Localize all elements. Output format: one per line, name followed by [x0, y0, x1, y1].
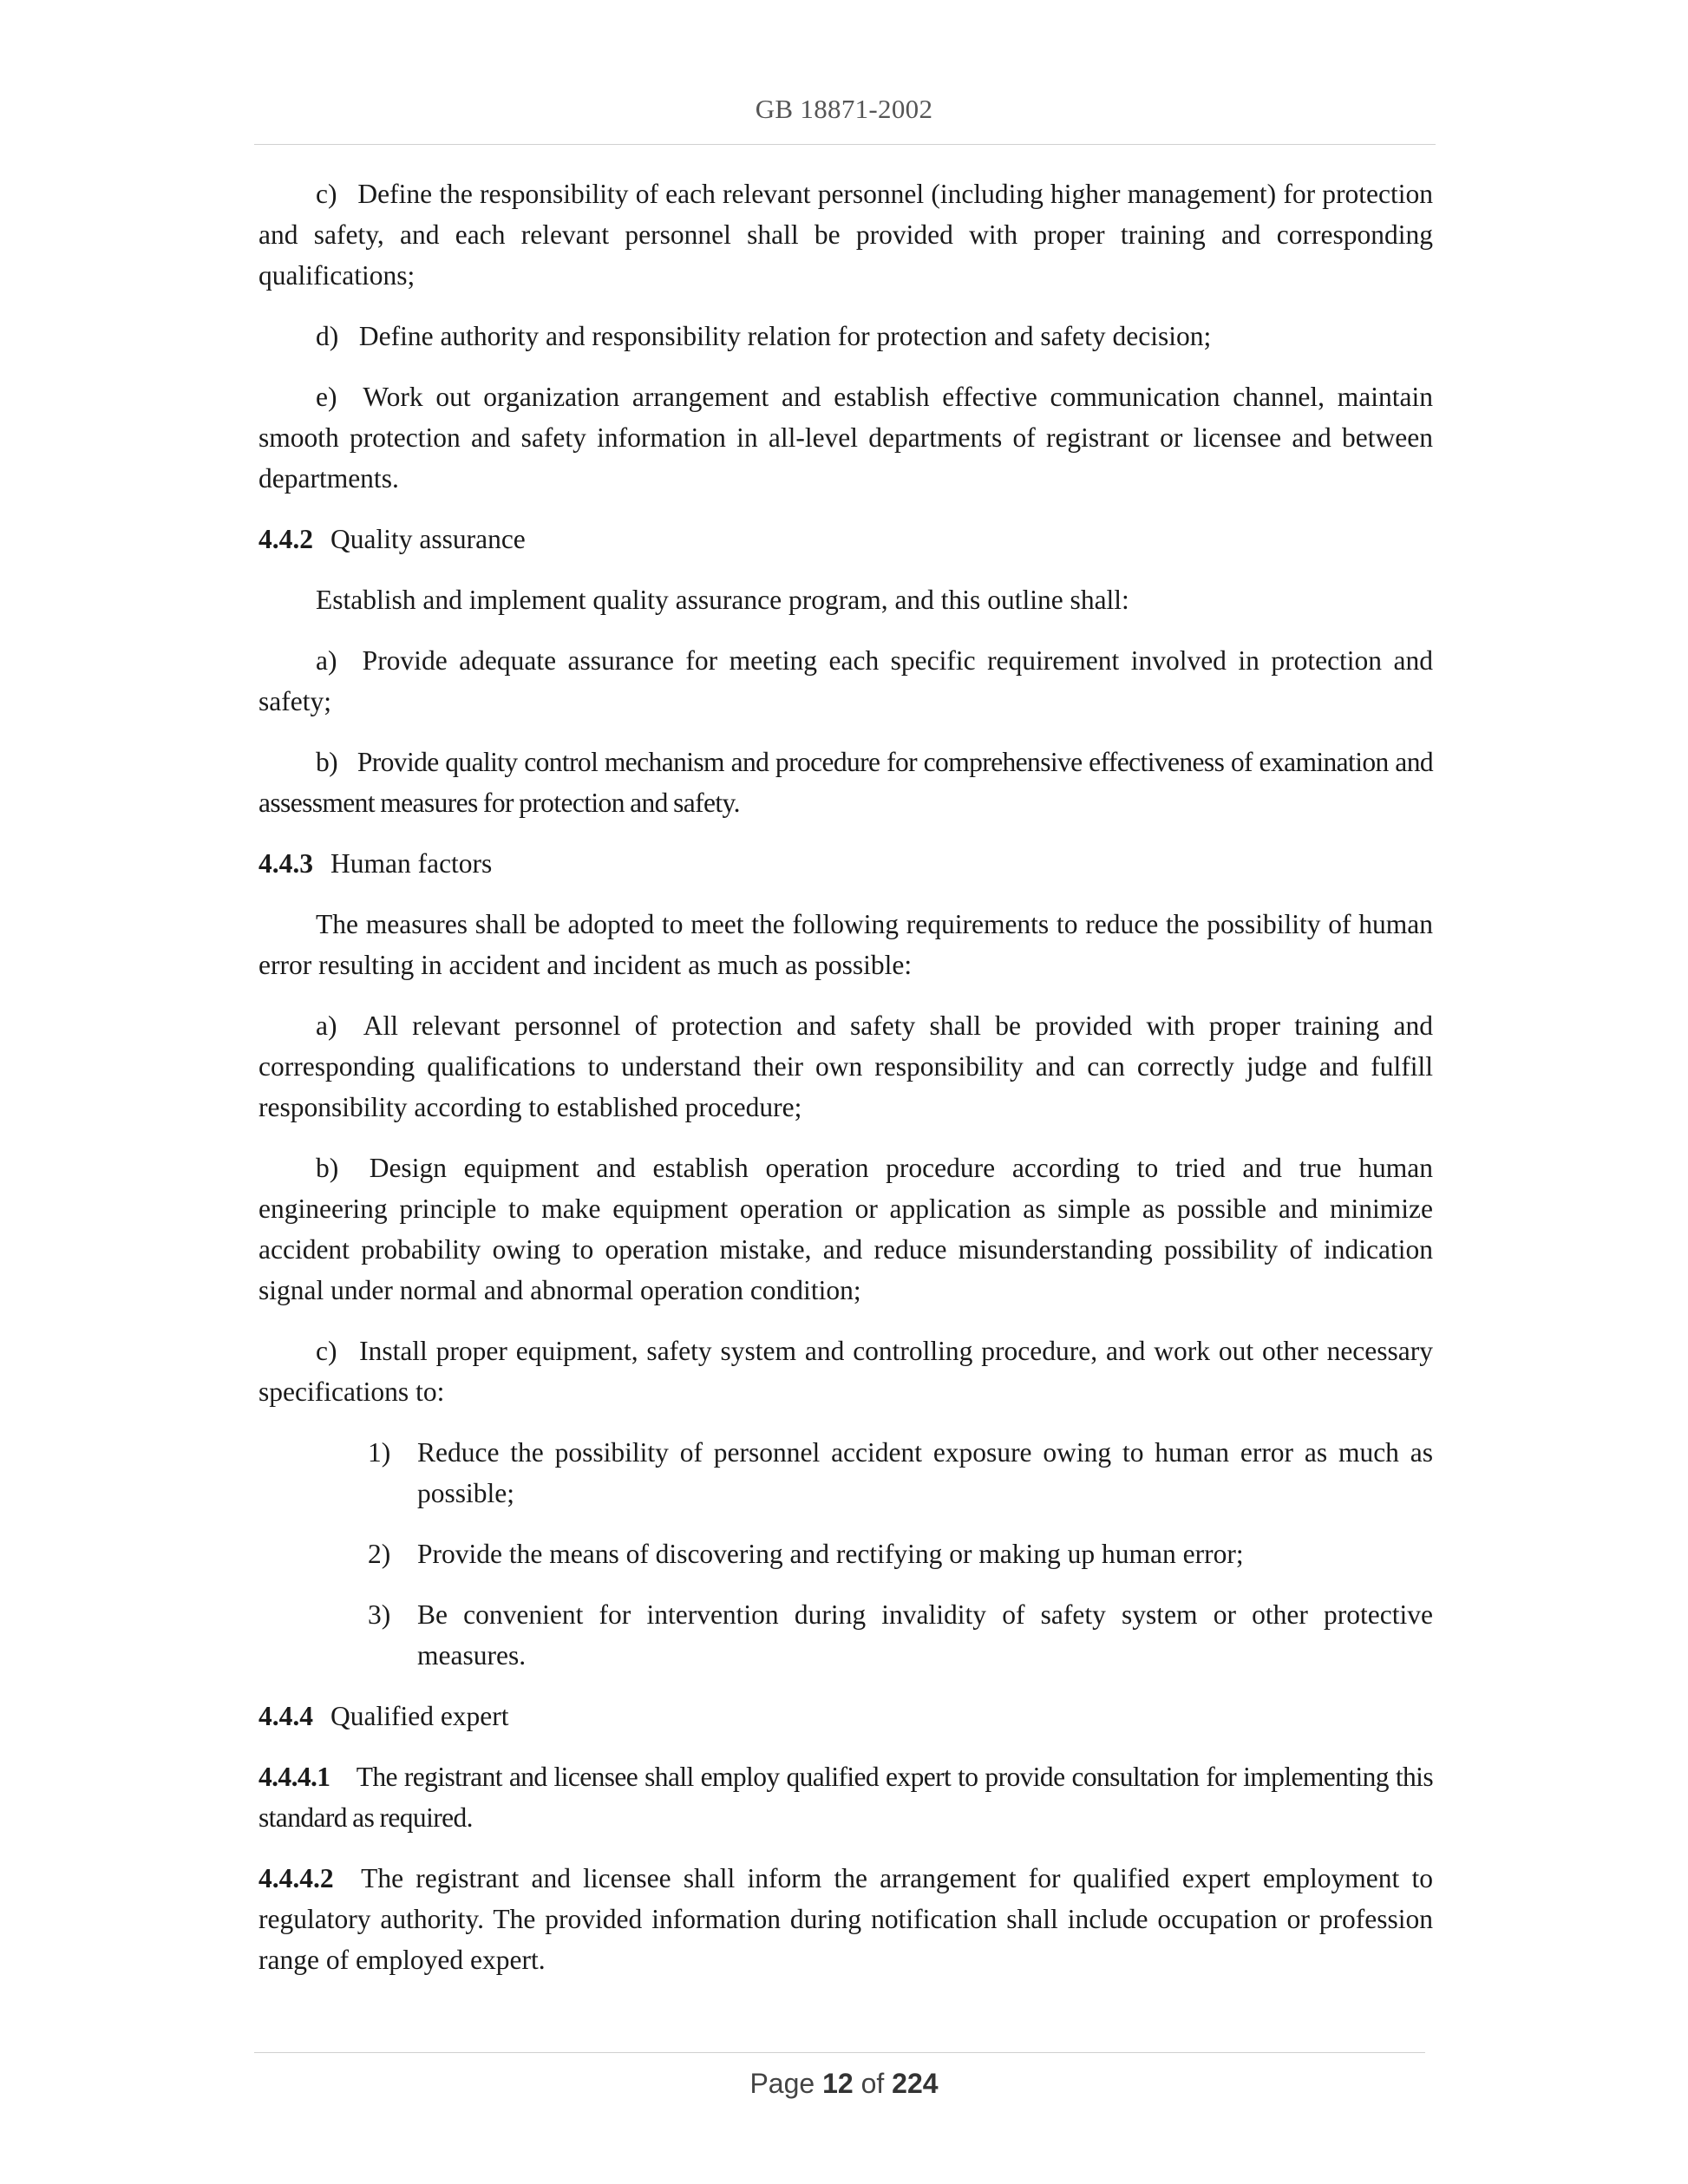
clause-4-4-4-2	[258, 1858, 1433, 1980]
section-heading-4-4-2	[258, 519, 1433, 559]
footer-divider	[254, 2052, 1425, 2053]
document-header-title: GB 18871-2002	[755, 94, 933, 124]
sublist-text: Provide the means of discovering and rectifying or making up human error;	[417, 1539, 1244, 1569]
qa-item-b: b) Provide quality control mechanism and procedure for comprehensive effectiveness of examination and assessment measures for protection and safety.	[258, 747, 1433, 818]
section-title: Human factors	[330, 848, 493, 879]
header-divider	[254, 144, 1436, 145]
section-number: 4.4.2	[258, 524, 313, 554]
section-heading-4-4-3	[258, 843, 1433, 884]
total-page-count: 224	[892, 2068, 939, 2099]
item-c-responsibility: c) Define the responsibility of each relevant personnel (including higher management) for protection and safety, and each relevant personnel shall be provided with proper training and corresponding qualifications;	[258, 179, 1433, 291]
hf-item-a: a) All relevant personnel of protection and safety shall be provided with proper training and corresponding qualifications to understand their own responsibility and can correctly judge and fulfill responsibility according to established procedure;	[258, 1010, 1433, 1122]
sublist-text: Be convenient for intervention during invalidity of safety system or other protective measures.	[417, 1599, 1433, 1671]
page-word: Page	[749, 2068, 815, 2099]
sublist-text: Reduce the possibility of personnel accident exposure owing to human error as much as possible;	[417, 1437, 1433, 1508]
sublist-item	[258, 1432, 1433, 1514]
section-title: Quality assurance	[330, 524, 526, 554]
hf-item-b: b) Design equipment and establish operation procedure according to tried and true human engineering principle to make equipment operation or application as simple as possible and minimize accident probability owing to operation mistake, and reduce misunderstanding possibility of indication signal under normal and abnormal operation condition;	[258, 1153, 1433, 1305]
clause-number: 4.4.4.2	[258, 1863, 334, 1893]
section-number: 4.4.4	[258, 1701, 313, 1731]
clause-text: The registrant and licensee shall employ qualified expert to provide consultation for implementing this standard as required.	[258, 1762, 1433, 1833]
current-page-number: 12	[822, 2068, 854, 2099]
item-e-organization: e) Work out organization arrangement and establish effective communication channel, maintain smooth protection and safety information in all-level departments of registrant or licensee and between departments.	[258, 382, 1433, 494]
hf-item-c: c) Install proper equipment, safety system and controlling procedure, and work out other necessary specifications to:	[258, 1336, 1433, 1407]
page-body	[258, 173, 1433, 2000]
qa-intro: Establish and implement quality assurance program, and this outline shall:	[316, 585, 1129, 615]
item-d-authority: d) Define authority and responsibility relation for protection and safety decision;	[316, 321, 1212, 351]
sublist-item	[258, 1533, 1433, 1574]
sublist-number: 2)	[368, 1539, 391, 1569]
clause-number: 4.4.4.1	[258, 1762, 330, 1792]
clause-4-4-4-1	[258, 1756, 1433, 1838]
sublist-item	[258, 1594, 1433, 1676]
page-number-footer	[0, 2068, 1688, 2100]
of-word: of	[860, 2068, 885, 2099]
sublist-number: 3)	[368, 1599, 391, 1630]
section-title: Qualified expert	[330, 1701, 509, 1731]
sublist-number: 1)	[368, 1437, 391, 1468]
qa-item-a: a) Provide adequate assurance for meeting each specific requirement involved in protection and safety;	[258, 645, 1433, 716]
section-heading-4-4-4	[258, 1696, 1433, 1736]
clause-text: The registrant and licensee shall inform the arrangement for qualified expert employment to regulatory authority. The provided information during notification shall include occupation or profession range of employed expert.	[258, 1863, 1433, 1975]
section-number: 4.4.3	[258, 848, 313, 879]
hf-intro: The measures shall be adopted to meet the following requirements to reduce the possibility of human error resulting in accident and incident as much as possible:	[258, 909, 1433, 980]
